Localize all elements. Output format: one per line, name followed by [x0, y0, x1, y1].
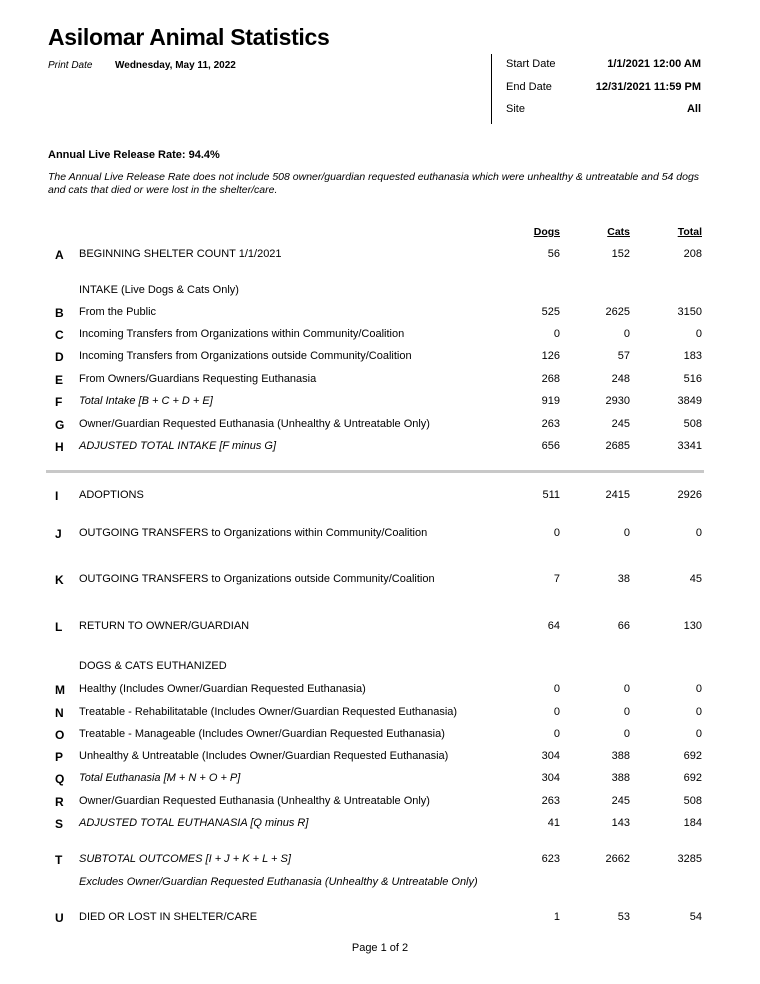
row-letter: M — [55, 683, 65, 697]
row-total: 3849 — [677, 395, 702, 407]
row-letter: U — [55, 911, 64, 925]
row-label: BEGINNING SHELTER COUNT 1/1/2021 — [79, 248, 282, 260]
rate-note: The Annual Live Release Rate does not include 508 owner/guardian requested euthanasia which were unhealthy & untreatable and 54 dogs and cats that died or were lost in the shelter/care. — [48, 171, 700, 196]
row-total: 0 — [695, 328, 702, 340]
row-total: 0 — [695, 706, 702, 718]
row-letter: D — [55, 350, 64, 364]
row-letter: H — [55, 440, 64, 454]
row-label: OUTGOING TRANSFERS to Organizations within Community/Coalition — [79, 527, 428, 539]
row-letter: S — [55, 817, 64, 831]
row-cats: 0 — [623, 706, 630, 718]
row-letter: F — [55, 395, 63, 409]
row-dogs: 919 — [541, 395, 560, 407]
table-row-u — [0, 911, 760, 927]
row-dogs: 623 — [541, 853, 560, 865]
row-total: 692 — [683, 772, 702, 784]
row-label: From the Public — [79, 306, 157, 318]
row-dogs: 656 — [541, 440, 560, 452]
row-letter: T — [55, 853, 63, 867]
row-cats: 57 — [617, 350, 630, 362]
row-total: 3341 — [677, 440, 702, 452]
end-date-value: 12/31/2021 11:59 PM — [595, 81, 701, 93]
row-cats: 388 — [611, 772, 630, 784]
row-letter: G — [55, 418, 65, 432]
table-row-l — [0, 620, 760, 636]
site-value: All — [686, 103, 701, 115]
table-row-g — [0, 418, 760, 434]
table-row-m — [0, 683, 760, 699]
row-cats: 2625 — [605, 306, 630, 318]
row-dogs: 263 — [541, 795, 560, 807]
row-letter: I — [55, 489, 59, 503]
row-letter: A — [55, 248, 64, 262]
row-letter: Q — [55, 772, 65, 786]
row-label: Incoming Transfers from Organizations outside Community/Coalition — [79, 350, 412, 362]
row-cats: 2685 — [605, 440, 630, 452]
col-total-header: Total — [677, 226, 702, 238]
row-dogs: 511 — [542, 489, 560, 501]
row-total: 54 — [689, 911, 702, 923]
table-row-e — [0, 373, 760, 389]
euth-heading: DOGS & CATS EUTHANIZED — [79, 660, 227, 672]
row-cats: 2930 — [605, 395, 630, 407]
row-letter: B — [55, 306, 64, 320]
table-row-q — [0, 772, 760, 788]
table-row-j — [0, 527, 760, 543]
row-dogs: 0 — [553, 706, 560, 718]
row-total: 2926 — [677, 489, 702, 501]
row-total: 208 — [683, 248, 702, 260]
row-dogs: 525 — [541, 306, 560, 318]
row-label: ADJUSTED TOTAL EUTHANASIA [Q minus R] — [79, 817, 309, 829]
header-divider — [491, 54, 492, 124]
row-dogs: 41 — [547, 817, 560, 829]
row-label: Incoming Transfers from Organizations within Community/Coalition — [79, 328, 405, 340]
row-cats: 53 — [617, 911, 630, 923]
row-dogs: 7 — [553, 573, 560, 585]
row-label: RETURN TO OWNER/GUARDIAN — [79, 620, 250, 632]
table-row-i — [0, 489, 760, 505]
subtotal-note: Excludes Owner/Guardian Requested Euthanasia (Unhealthy & Untreatable Only) — [79, 876, 478, 888]
row-letter: N — [55, 706, 64, 720]
row-label: SUBTOTAL OUTCOMES [I + J + K + L + S] — [79, 853, 291, 865]
row-dogs: 263 — [541, 418, 560, 430]
table-row-c — [0, 328, 760, 344]
row-cats: 0 — [623, 328, 630, 340]
row-dogs: 304 — [541, 750, 560, 762]
row-letter: J — [55, 527, 62, 541]
row-cats: 143 — [611, 817, 630, 829]
table-row-t — [0, 853, 760, 869]
row-total: 516 — [683, 373, 702, 385]
page-number: Page 1 of 2 — [351, 942, 409, 954]
row-cats: 152 — [611, 248, 630, 260]
row-total: 508 — [683, 795, 702, 807]
table-row-d — [0, 350, 760, 366]
row-cats: 0 — [623, 527, 630, 539]
table-row-r — [0, 795, 760, 811]
row-label: OUTGOING TRANSFERS to Organizations outside Community/Coalition — [79, 573, 435, 585]
col-cats-header: Cats — [607, 226, 630, 238]
row-dogs: 304 — [541, 772, 560, 784]
row-total: 45 — [689, 573, 702, 585]
row-letter: L — [55, 620, 63, 634]
print-date-label: Print Date — [48, 60, 93, 71]
row-total: 692 — [683, 750, 702, 762]
row-cats: 0 — [623, 683, 630, 695]
row-total: 0 — [695, 683, 702, 695]
row-dogs: 1 — [553, 911, 560, 923]
row-cats: 38 — [617, 573, 630, 585]
row-total: 0 — [695, 527, 702, 539]
table-row-f — [0, 395, 760, 411]
row-total: 0 — [695, 728, 702, 740]
report-title: Asilomar Animal Statistics — [48, 24, 330, 50]
live-release-rate: Annual Live Release Rate: 94.4% — [48, 149, 220, 161]
row-cats: 245 — [611, 795, 630, 807]
table-row-s — [0, 817, 760, 833]
row-dogs: 0 — [553, 683, 560, 695]
start-date-label: Start Date — [506, 58, 556, 70]
row-label: Owner/Guardian Requested Euthanasia (Unhealthy & Untreatable Only) — [79, 418, 430, 430]
row-dogs: 268 — [541, 373, 560, 385]
table-row-b — [0, 306, 760, 322]
section-divider — [46, 470, 704, 473]
row-total: 183 — [683, 350, 702, 362]
row-label: From Owners/Guardians Requesting Euthanasia — [79, 373, 317, 385]
row-dogs: 56 — [547, 248, 560, 260]
row-total: 130 — [683, 620, 702, 632]
table-row-h — [0, 440, 760, 456]
row-total: 184 — [683, 817, 702, 829]
row-cats: 2662 — [605, 853, 630, 865]
row-letter: E — [55, 373, 64, 387]
row-label: Total Euthanasia [M + N + O + P] — [79, 772, 241, 784]
row-cats: 245 — [611, 418, 630, 430]
site-label: Site — [506, 103, 525, 115]
print-date-value: Wednesday, May 11, 2022 — [115, 60, 236, 71]
euth-heading-row — [0, 660, 760, 676]
row-cats: 0 — [623, 728, 630, 740]
end-date-label: End Date — [506, 81, 552, 93]
table-row-o — [0, 728, 760, 744]
row-label: Unhealthy & Untreatable (Includes Owner/Guardian Requested Euthanasia) — [79, 750, 449, 762]
row-cats: 248 — [611, 373, 630, 385]
row-dogs: 64 — [547, 620, 560, 632]
table-row-n — [0, 706, 760, 722]
table-row-a — [0, 248, 760, 264]
row-dogs: 0 — [553, 728, 560, 740]
row-label: ADJUSTED TOTAL INTAKE [F minus G] — [79, 440, 277, 452]
row-letter: O — [55, 728, 65, 742]
row-dogs: 126 — [541, 350, 560, 362]
row-label: Total Intake [B + C + D + E] — [79, 395, 213, 407]
intake-heading-row — [0, 284, 760, 300]
row-label: Treatable - Manageable (Includes Owner/Guardian Requested Euthanasia) — [79, 728, 445, 740]
table-row-k — [0, 573, 760, 589]
row-cats: 388 — [611, 750, 630, 762]
row-dogs: 0 — [553, 328, 560, 340]
table-row-p — [0, 750, 760, 766]
start-date-value: 1/1/2021 12:00 AM — [607, 58, 701, 70]
row-total: 3150 — [677, 306, 702, 318]
row-cats: 66 — [617, 620, 630, 632]
row-label: Treatable - Rehabilitatable (Includes Owner/Guardian Requested Euthanasia) — [79, 706, 458, 718]
row-label: Healthy (Includes Owner/Guardian Requested Euthanasia) — [79, 683, 366, 695]
row-label: Owner/Guardian Requested Euthanasia (Unhealthy & Untreatable Only) — [79, 795, 430, 807]
subtotal-note-row — [0, 876, 760, 892]
row-dogs: 0 — [553, 527, 560, 539]
row-label: ADOPTIONS — [79, 489, 144, 501]
row-letter: P — [55, 750, 64, 764]
row-label: DIED OR LOST IN SHELTER/CARE — [79, 911, 258, 923]
row-cats: 2415 — [605, 489, 630, 501]
row-total: 508 — [683, 418, 702, 430]
row-letter: C — [55, 328, 64, 342]
row-letter: R — [55, 795, 64, 809]
row-letter: K — [55, 573, 64, 587]
col-dogs-header: Dogs — [533, 226, 560, 238]
row-total: 3285 — [677, 853, 702, 865]
intake-heading: INTAKE (Live Dogs & Cats Only) — [79, 284, 239, 296]
